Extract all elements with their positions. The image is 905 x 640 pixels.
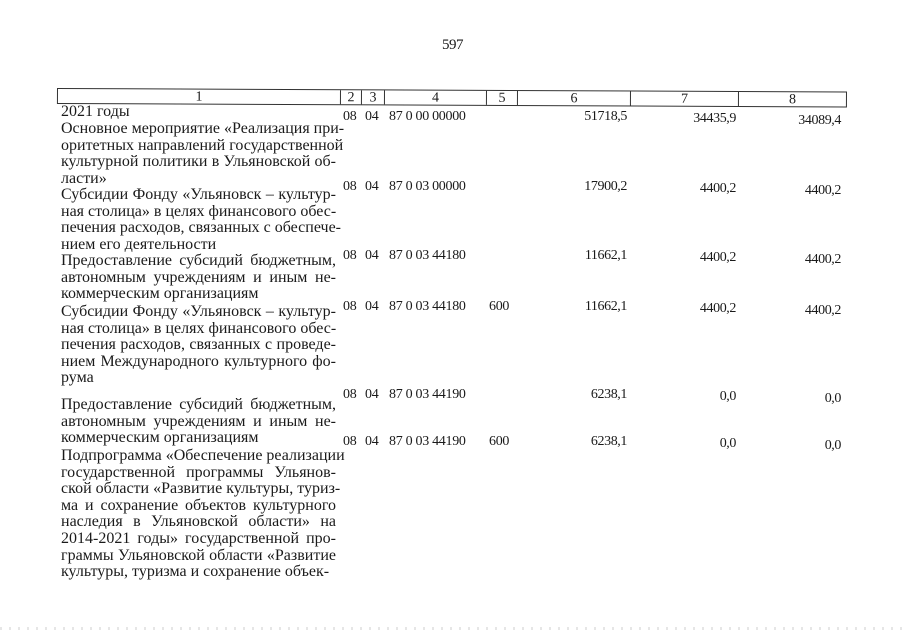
description-line: нием Международного культурного фо-: [61, 352, 336, 370]
description-line: граммы Ульяновской области «Развитие: [61, 546, 336, 564]
description-line: автономным учреждениям и иным не-: [61, 268, 336, 286]
cell-col6: 11662,1: [584, 299, 627, 314]
cell-pr: 04: [365, 248, 379, 263]
description-line: печения расходов, связанных с проведе-: [61, 336, 336, 354]
cell-rz: 08: [343, 109, 357, 124]
description-line: ласти»: [61, 169, 107, 187]
cell-pr: 04: [365, 299, 379, 314]
cell-vr: 600: [489, 434, 510, 449]
description-line: нием его деятельности: [61, 235, 217, 253]
description-line: автономным учреждениям и иным не-: [61, 412, 336, 430]
cell-csr: 87 0 03 44180: [389, 299, 466, 314]
cell-col6: 11662,1: [584, 248, 627, 263]
header-col-3: 3: [362, 90, 385, 104]
cell-col7: 0,0: [719, 436, 736, 451]
cell-col8: 4400,2: [804, 303, 841, 318]
cell-col6: 51718,5: [584, 109, 627, 124]
header-col-4: 4: [385, 90, 487, 104]
cell-csr: 87 0 03 44190: [389, 387, 466, 402]
cell-col8: 4400,2: [804, 252, 841, 267]
scan-artifact-line: [0, 627, 905, 630]
cell-rz: 08: [343, 299, 357, 314]
cell-rz: 08: [343, 434, 357, 449]
cell-col8: 34089,4: [798, 113, 841, 128]
cell-pr: 04: [365, 387, 379, 402]
cell-pr: 04: [365, 179, 379, 194]
cell-rz: 08: [343, 248, 357, 263]
header-col-2: 2: [341, 90, 362, 104]
description-line: печения расходов, связанных с обеспече-: [61, 219, 341, 237]
header-col-1: 1: [58, 89, 341, 104]
description-line: культуры, туризма и сохранение объек-: [61, 563, 330, 581]
description-line: ма и сохранение объектов культурного: [61, 496, 336, 514]
description-line: Предоставление субсидий бюджетным,: [61, 252, 336, 269]
description-line: ная столица» в целях финансового обес-: [61, 319, 337, 337]
header-col-6: 6: [518, 91, 631, 105]
description-line: Основное мероприятие «Реализация при-: [61, 120, 345, 137]
cell-pr: 04: [365, 434, 379, 449]
header-col-8: 8: [788, 92, 796, 108]
description-line: рума: [61, 369, 94, 387]
description-line: коммерческим организациям: [61, 285, 259, 303]
cell-rz: 08: [343, 387, 357, 402]
cell-col8: 0,0: [824, 391, 841, 406]
description-line: Подпрограмма «Обеспечение реализации: [61, 447, 345, 464]
cell-csr: 87 0 03 00000: [389, 179, 466, 194]
cell-col8: 0,0: [824, 438, 841, 453]
description-line: оритетных направлений государственной: [61, 136, 344, 154]
cell-rz: 08: [343, 179, 357, 194]
description-line: 2014-2021 годы» государственной про-: [61, 529, 336, 547]
cell-csr: 87 0 03 44190: [389, 434, 466, 449]
header-col-7: 7: [631, 92, 739, 106]
description-line: культурной политики в Ульяновской об-: [61, 153, 336, 171]
row-description: [61, 186, 341, 253]
cell-col6: 6238,1: [590, 387, 627, 402]
cell-csr: 87 0 03 44180: [389, 248, 466, 263]
row-description: [61, 104, 336, 121]
description-line: Предоставление субсидий бюджетным,: [61, 396, 336, 413]
cell-csr: 87 0 00 00000: [389, 109, 466, 124]
row-description: [61, 120, 345, 187]
description-line: коммерческим организациям: [61, 429, 259, 447]
cell-col7: 4400,2: [699, 301, 736, 316]
cell-col7: 0,0: [719, 389, 736, 404]
header-col-5: 5: [487, 91, 518, 105]
row-description: [61, 304, 336, 387]
description-line: наследия в Ульяновской области» на: [61, 513, 336, 531]
description-line: Субсидии Фонду «Ульяновск – культур-: [61, 186, 336, 203]
description-line: 2021 годы: [61, 103, 130, 120]
row-description: [61, 447, 345, 581]
cell-col7: 4400,2: [699, 250, 736, 265]
description-line: государственной программы Ульянов-: [61, 463, 336, 481]
cell-col8: 4400,2: [804, 183, 841, 198]
row-description: [61, 253, 336, 303]
cell-col6: 17900,2: [584, 179, 627, 194]
cell-pr: 04: [365, 109, 379, 124]
description-line: ской области «Развитие культуры, туриз-: [61, 480, 341, 498]
cell-col7: 4400,2: [699, 181, 736, 196]
row-description: [61, 397, 336, 447]
page-number: 597: [442, 37, 463, 53]
cell-col7: 34435,9: [693, 111, 736, 126]
description-line: Субсидии Фонду «Ульяновск – культур-: [61, 303, 336, 320]
cell-vr: 600: [489, 299, 510, 314]
description-line: ная столица» в целях финансового обес-: [61, 202, 337, 220]
cell-col6: 6238,1: [590, 434, 627, 449]
